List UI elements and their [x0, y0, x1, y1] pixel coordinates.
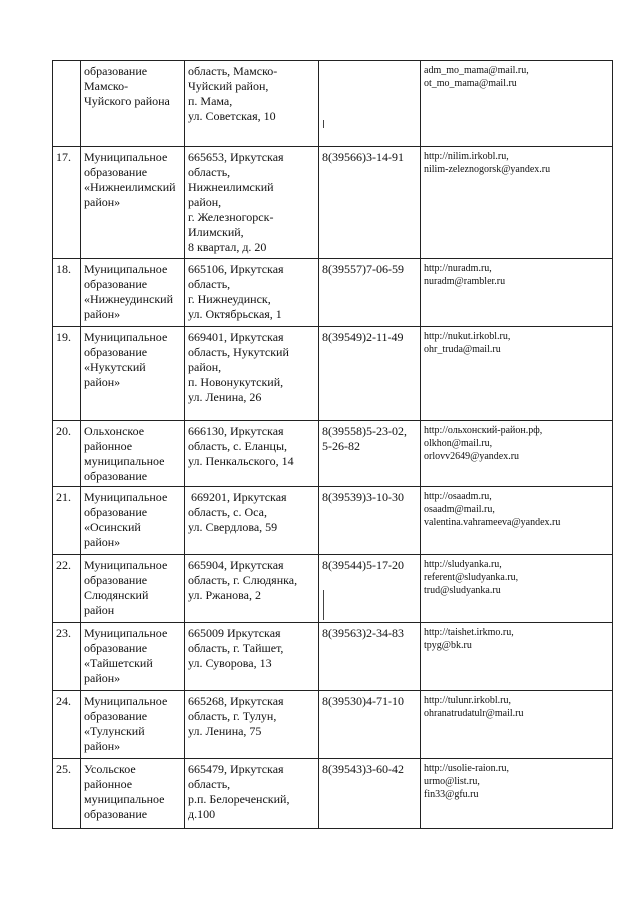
website-email-line: http://usolie-raion.ru,: [424, 763, 509, 774]
scan-mark: [323, 590, 324, 620]
address-line: 665106, Иркутская: [188, 262, 284, 276]
phone-cell: [319, 623, 421, 691]
municipality-name-line: образование: [84, 345, 148, 359]
website-email-line: http://nuradm.ru,: [424, 263, 492, 274]
municipality-name-line: район»: [84, 375, 121, 389]
website-email-cell: [421, 623, 613, 691]
municipality-name-line: Муниципальное: [84, 150, 168, 164]
website-email-line: http://ольхонский-район.рф,: [424, 425, 543, 436]
row-number-cell: 18.: [53, 259, 81, 327]
municipality-name-cell: [81, 759, 185, 829]
address-line: ул. Ленина, 75: [188, 724, 262, 738]
municipality-name-line: район»: [84, 535, 121, 549]
municipality-name-line: район»: [84, 307, 121, 321]
address-line: Илимский,: [188, 225, 244, 239]
municipality-name-line: муниципальное: [84, 792, 165, 806]
phone-cell: [319, 421, 421, 487]
phone-line: 8(39558)5-23-02,: [322, 424, 407, 438]
address-line: ул. Суворова, 13: [188, 656, 272, 670]
municipality-name-cell: [81, 555, 185, 623]
table-row: [53, 759, 613, 829]
row-number-cell: 20.: [53, 421, 81, 487]
municipality-name-cell: [81, 259, 185, 327]
municipality-name-line: «Нукутский: [84, 360, 146, 374]
address-line: Нижнеилимский: [188, 180, 274, 194]
phone-cell: [319, 327, 421, 421]
row-number-cell: 25.: [53, 759, 81, 829]
municipality-name-line: «Тулунский: [84, 724, 145, 738]
address-line: 669201, Иркутская: [188, 490, 287, 504]
website-email-line: http://nilim.irkobl.ru,: [424, 151, 509, 162]
address-cell: [185, 147, 319, 259]
website-email-line: ohranatrudatulr@mail.ru: [424, 708, 524, 719]
municipality-name-line: районное: [84, 439, 133, 453]
address-line: 665268, Иркутская: [188, 694, 284, 708]
website-email-line: ohr_truda@mail.ru: [424, 344, 501, 355]
website-email-cell: [421, 147, 613, 259]
municipality-name-line: районное: [84, 777, 133, 791]
address-cell: [185, 691, 319, 759]
website-email-line: http://nukut.irkobl.ru,: [424, 331, 511, 342]
website-email-line: http://osaadm.ru,: [424, 491, 492, 502]
row-number-cell: 19.: [53, 327, 81, 421]
website-email-cell: [421, 555, 613, 623]
municipality-name-line: «Осинский: [84, 520, 141, 534]
phone-line: 8(39544)5-17-20: [322, 558, 404, 572]
municipality-name-line: Муниципальное: [84, 626, 168, 640]
municipality-name-line: «Тайшетский: [84, 656, 153, 670]
website-email-line: fin33@gfu.ru: [424, 789, 479, 800]
website-email-line: orlovv2649@yandex.ru: [424, 451, 520, 462]
phone-cell: [319, 147, 421, 259]
website-email-cell: [421, 759, 613, 829]
address-line: область, г. Тайшет,: [188, 641, 284, 655]
address-line: область, г. Слюдянка,: [188, 573, 298, 587]
address-line: ул. Ленина, 26: [188, 390, 262, 404]
municipality-name-cell: [81, 147, 185, 259]
address-line: г. Железногорск-: [188, 210, 274, 224]
phone-line: 8(39566)3-14-91: [322, 150, 404, 164]
phone-line: 8(39557)7-06-59: [322, 262, 404, 276]
address-line: область,: [188, 277, 231, 291]
row-number-cell: 22.: [53, 555, 81, 623]
phone-cell: [319, 759, 421, 829]
municipality-name-line: Муниципальное: [84, 330, 168, 344]
address-line: п. Мама,: [188, 94, 233, 108]
municipality-name-line: Муниципальное: [84, 558, 168, 572]
address-line: ул. Советская, 10: [188, 109, 276, 123]
address-cell: [185, 759, 319, 829]
municipality-name-cell: [81, 327, 185, 421]
municipality-name-line: Ольхонское: [84, 424, 145, 438]
row-number-cell: 21.: [53, 487, 81, 555]
address-line: п. Новонукутский,: [188, 375, 284, 389]
municipality-name-line: образование: [84, 641, 148, 655]
table-body: [53, 61, 613, 829]
municipality-name-line: муниципальное: [84, 454, 165, 468]
municipality-name-line: район»: [84, 739, 121, 753]
address-cell: [185, 623, 319, 691]
table-row: [53, 61, 613, 147]
phone-cell: [319, 259, 421, 327]
address-line: область,: [188, 777, 231, 791]
municipality-name-cell: [81, 623, 185, 691]
website-email-cell: [421, 691, 613, 759]
address-line: 669401, Иркутская: [188, 330, 284, 344]
phone-line: 5-26-82: [322, 439, 360, 453]
municipality-name-line: район: [84, 603, 115, 617]
address-line: область, Мамско-: [188, 64, 278, 78]
website-email-line: ot_mo_mama@mail.ru: [424, 78, 517, 89]
municipality-name-line: Муниципальное: [84, 262, 168, 276]
address-line: 665009 Иркутская: [188, 626, 281, 640]
address-line: г. Нижнеудинск,: [188, 292, 271, 306]
address-line: 665904, Иркутская: [188, 558, 284, 572]
phone-line: 8(39563)2-34-83: [322, 626, 404, 640]
table-row: [53, 487, 613, 555]
website-email-line: adm_mo_mama@mail.ru,: [424, 65, 529, 76]
municipality-name-line: Усольское: [84, 762, 136, 776]
address-line: д.100: [188, 807, 216, 821]
address-line: область, с. Еланцы,: [188, 439, 288, 453]
website-email-line: urmo@list.ru,: [424, 776, 480, 787]
address-cell: [185, 421, 319, 487]
website-email-line: nuradm@rambler.ru: [424, 276, 506, 287]
municipality-name-line: образование: [84, 807, 148, 821]
website-email-cell: [421, 421, 613, 487]
address-cell: [185, 555, 319, 623]
phone-cell: [319, 61, 421, 147]
address-line: 666130, Иркутская: [188, 424, 284, 438]
row-number-cell: 17.: [53, 147, 81, 259]
municipality-name-line: «Нижнеилимский: [84, 180, 176, 194]
municipality-name-line: образование: [84, 573, 148, 587]
address-cell: [185, 327, 319, 421]
table-row: [53, 555, 613, 623]
website-email-line: valentina.vahrameeva@yandex.ru: [424, 517, 561, 528]
municipality-name-line: район»: [84, 671, 121, 685]
phone-line: 8(39530)4-71-10: [322, 694, 404, 708]
table-row: [53, 327, 613, 421]
website-email-line: http://tulunr.irkobl.ru,: [424, 695, 511, 706]
table-row: [53, 623, 613, 691]
address-line: Чуйский район,: [188, 79, 269, 93]
phone-line: 8(39539)3-10-30: [322, 490, 404, 504]
municipality-name-line: образование: [84, 64, 148, 78]
website-email-line: trud@sludyanka.ru: [424, 585, 501, 596]
address-line: район,: [188, 195, 222, 209]
row-number-cell: [53, 61, 81, 147]
municipality-name-line: образование: [84, 709, 148, 723]
municipality-name-line: Мамско-: [84, 79, 129, 93]
phone-line: 8(39543)3-60-42: [322, 762, 404, 776]
municipality-name-cell: [81, 61, 185, 147]
scan-mark: [323, 120, 324, 128]
address-line: область, Нукутский: [188, 345, 289, 359]
website-email-line: olkhon@mail.ru,: [424, 438, 493, 449]
website-email-cell: [421, 259, 613, 327]
address-line: 665479, Иркутская: [188, 762, 284, 776]
municipality-name-line: образование: [84, 165, 148, 179]
municipality-name-cell: [81, 691, 185, 759]
website-email-line: osaadm@mail.ru,: [424, 504, 495, 515]
website-email-line: referent@sludyanka.ru,: [424, 572, 519, 583]
table-row: [53, 259, 613, 327]
table-row: [53, 691, 613, 759]
address-line: район,: [188, 360, 222, 374]
website-email-line: tpyg@bk.ru: [424, 640, 472, 651]
address-line: ул. Пенкальского, 14: [188, 454, 294, 468]
address-line: ул. Октябрьская, 1: [188, 307, 282, 321]
municipality-name-line: Слюдянский: [84, 588, 149, 602]
municipality-name-cell: [81, 421, 185, 487]
municipality-name-line: Муниципальное: [84, 694, 168, 708]
address-line: ул. Ржанова, 2: [188, 588, 262, 602]
municipality-name-line: Чуйского района: [84, 94, 170, 108]
address-line: область, с. Оса,: [188, 505, 267, 519]
address-cell: [185, 487, 319, 555]
municipality-name-line: образование: [84, 505, 148, 519]
municipality-name-line: образование: [84, 469, 148, 483]
municipality-name-line: «Нижнеудинский: [84, 292, 174, 306]
municipality-name-line: район»: [84, 195, 121, 209]
address-cell: [185, 61, 319, 147]
municipality-contacts-table: [52, 60, 613, 829]
municipality-name-cell: [81, 487, 185, 555]
phone-cell: [319, 555, 421, 623]
row-number-cell: 24.: [53, 691, 81, 759]
website-email-line: http://sludyanka.ru,: [424, 559, 502, 570]
address-line: область, г. Тулун,: [188, 709, 277, 723]
website-email-cell: [421, 327, 613, 421]
municipality-name-line: образование: [84, 277, 148, 291]
address-line: 8 квартал, д. 20: [188, 240, 267, 254]
address-line: ул. Свердлова, 59: [188, 520, 278, 534]
website-email-line: nilim-zeleznogorsk@yandex.ru: [424, 164, 551, 175]
phone-cell: [319, 691, 421, 759]
website-email-cell: [421, 487, 613, 555]
row-number-cell: 23.: [53, 623, 81, 691]
municipality-name-line: Муниципальное: [84, 490, 168, 504]
website-email-line: http://taishet.irkmo.ru,: [424, 627, 514, 638]
phone-line: 8(39549)2-11-49: [322, 330, 404, 344]
address-line: р.п. Белореченский,: [188, 792, 290, 806]
address-cell: [185, 259, 319, 327]
website-email-cell: [421, 61, 613, 147]
table-row: [53, 421, 613, 487]
address-line: область,: [188, 165, 231, 179]
table-row: [53, 147, 613, 259]
address-line: 665653, Иркутская: [188, 150, 284, 164]
phone-cell: [319, 487, 421, 555]
